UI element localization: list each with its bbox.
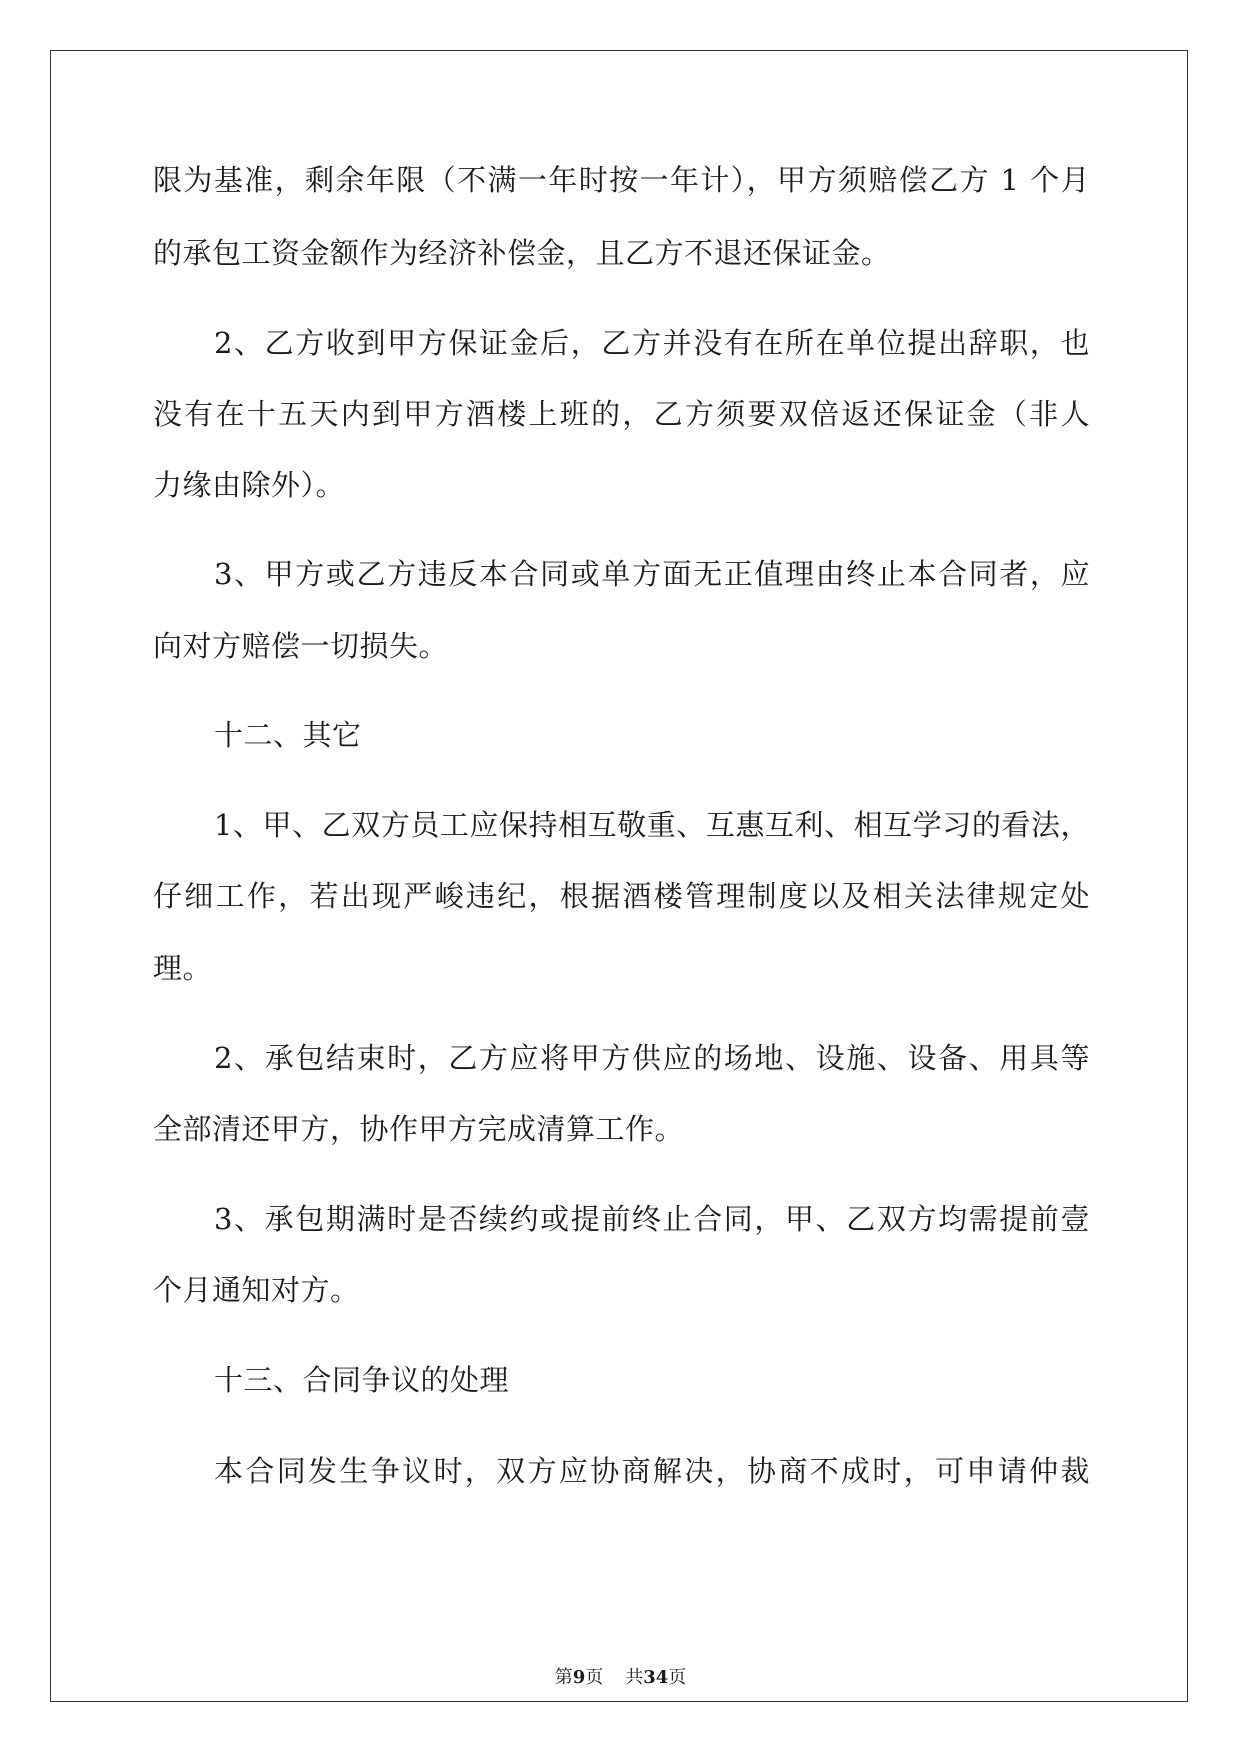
total-prefix: 共 xyxy=(625,1667,644,1688)
text-line: 力缘由除外）。 xyxy=(153,468,346,502)
page-suffix: 页 xyxy=(585,1667,604,1688)
text-line: 本合同发生争议时，双方应协商解决，协商不成时，可申请仲裁 xyxy=(214,1454,1090,1488)
section-heading: 十三、合同争议的处理 xyxy=(214,1363,510,1397)
text-line: 2、乙方收到甲方保证金后，乙方并没有在所在单位提出辞职，也 xyxy=(214,326,1090,360)
page-footer xyxy=(0,1663,1241,1689)
section-heading: 十二、其它 xyxy=(214,718,362,752)
text-line: 2、承包结束时，乙方应将甲方供应的场地、设施、设备、用具等 xyxy=(214,1041,1090,1075)
text-line: 的承包工资金额作为经济补偿金，且乙方不退还保证金。 xyxy=(153,236,891,270)
text-line: 向对方赔偿一切损失。 xyxy=(153,629,449,663)
text-line: 3、承包期满时是否续约或提前终止合同，甲、乙双方均需提前壹 xyxy=(214,1202,1090,1236)
text-line: 理。 xyxy=(153,951,213,985)
text-line: 全部清还甲方，协作甲方完成清算工作。 xyxy=(153,1112,685,1146)
page-prefix: 第 xyxy=(554,1667,573,1688)
total-pages: 34 xyxy=(643,1667,669,1688)
text-line: 没有在十五天内到甲方酒楼上班的，乙方须要双倍返还保证金（非人 xyxy=(153,397,1090,431)
text-line: 个月通知对方。 xyxy=(153,1273,360,1307)
text-line: 3、甲方或乙方违反本合同或单方面无正值理由终止本合同者，应 xyxy=(214,557,1090,591)
text-line: 仔细工作，若出现严峻违纪，根据酒楼管理制度以及相关法律规定处 xyxy=(153,879,1090,913)
total-suffix: 页 xyxy=(668,1667,687,1688)
text-line: 限为基准，剩余年限（不满一年时按一年计），甲方须赔偿乙方 1 个月 xyxy=(153,163,1090,197)
text-line: 1、甲、乙双方员工应保持相互敬重、互惠互利、相互学习的看法， xyxy=(214,808,1090,842)
page-number: 9 xyxy=(572,1667,586,1688)
